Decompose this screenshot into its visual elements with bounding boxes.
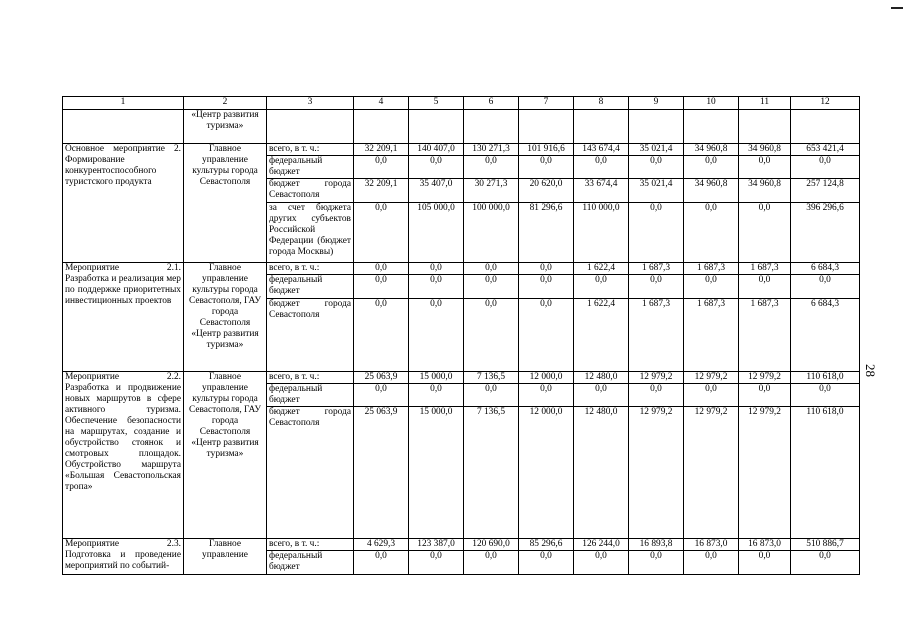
funding-source-cell: бюджет города Севастополя — [267, 299, 354, 372]
amount-cell: 0,0 — [519, 299, 574, 372]
amount-cell: 85 296,6 — [519, 539, 574, 551]
amount-cell: 0,0 — [519, 263, 574, 275]
executor-cell: Главное управление культуры города Севастополя, ГАУ города Севастополя «Центр развития туризма» — [184, 263, 267, 372]
amount-cell: 1 622,4 — [574, 263, 629, 275]
amount-cell — [409, 110, 464, 144]
amount-cell: 12 480,0 — [574, 407, 629, 539]
amount-cell: 0,0 — [574, 275, 629, 299]
funding-source-cell: федеральный бюджет — [267, 384, 354, 407]
amount-cell: 16 893,8 — [629, 539, 684, 551]
measure-name-cell: Мероприятие 2.1. Разработка и реализация мер по поддержке приоритетных инвестиционных проектов — [63, 263, 184, 372]
column-header: 9 — [629, 97, 684, 110]
executor-cell: Главное управление культуры города Севастополя, ГАУ города Севастополя «Центр развития туризма» — [184, 372, 267, 539]
executor-cell: Главное управление — [184, 539, 267, 575]
amount-cell: 35 021,4 — [629, 144, 684, 156]
amount-cell: 0,0 — [354, 384, 409, 407]
amount-cell: 0,0 — [519, 551, 574, 575]
column-header: 7 — [519, 97, 574, 110]
amount-cell: 0,0 — [464, 551, 519, 575]
column-header: 1 — [63, 97, 184, 110]
column-header: 10 — [684, 97, 739, 110]
executor-cell: «Центр развития туризма» — [184, 110, 267, 144]
column-header: 4 — [354, 97, 409, 110]
amount-cell — [684, 110, 739, 144]
amount-cell: 35 021,4 — [629, 179, 684, 203]
amount-cell: 33 674,4 — [574, 179, 629, 203]
amount-cell: 32 209,1 — [354, 144, 409, 156]
amount-cell: 0,0 — [354, 156, 409, 179]
amount-cell: 6 684,3 — [791, 263, 860, 275]
amount-cell: 0,0 — [574, 156, 629, 179]
amount-cell: 123 387,0 — [409, 539, 464, 551]
amount-cell: 0,0 — [464, 299, 519, 372]
amount-cell — [464, 110, 519, 144]
amount-cell: 0,0 — [629, 156, 684, 179]
table-row — [63, 110, 860, 144]
amount-cell: 110 000,0 — [574, 203, 629, 263]
amount-cell: 105 000,0 — [409, 203, 464, 263]
amount-cell: 7 136,5 — [464, 407, 519, 539]
amount-cell: 0,0 — [409, 156, 464, 179]
amount-cell: 81 296,6 — [519, 203, 574, 263]
amount-cell: 0,0 — [464, 384, 519, 407]
amount-cell: 0,0 — [629, 551, 684, 575]
amount-cell: 0,0 — [791, 384, 860, 407]
amount-cell: 0,0 — [354, 299, 409, 372]
amount-cell: 16 873,0 — [739, 539, 791, 551]
column-header: 8 — [574, 97, 629, 110]
budget-table — [62, 96, 860, 575]
table-row — [63, 263, 860, 275]
amount-cell: 25 063,9 — [354, 372, 409, 384]
page-number: 28 — [863, 364, 878, 377]
column-header: 2 — [184, 97, 267, 110]
amount-cell: 12 000,0 — [519, 407, 574, 539]
amount-cell — [574, 110, 629, 144]
measure-name-cell — [63, 110, 184, 144]
funding-source-cell: бюджет города Севастополя — [267, 407, 354, 539]
amount-cell: 143 674,4 — [574, 144, 629, 156]
amount-cell: 1 622,4 — [574, 299, 629, 372]
amount-cell: 12 979,2 — [629, 407, 684, 539]
amount-cell: 0,0 — [464, 156, 519, 179]
column-header: 11 — [739, 97, 791, 110]
amount-cell: 1 687,3 — [684, 299, 739, 372]
amount-cell: 0,0 — [354, 263, 409, 275]
amount-cell — [739, 110, 791, 144]
funding-source-cell: федеральный бюджет — [267, 551, 354, 575]
amount-cell: 0,0 — [684, 551, 739, 575]
amount-cell: 0,0 — [791, 156, 860, 179]
funding-source-cell: федеральный бюджет — [267, 156, 354, 179]
amount-cell: 0,0 — [519, 156, 574, 179]
amount-cell: 0,0 — [629, 384, 684, 407]
column-header: 5 — [409, 97, 464, 110]
amount-cell: 396 296,6 — [791, 203, 860, 263]
funding-source-cell: всего, в т. ч.: — [267, 539, 354, 551]
amount-cell: 34 960,8 — [684, 179, 739, 203]
amount-cell: 1 687,3 — [739, 263, 791, 275]
amount-cell: 0,0 — [409, 551, 464, 575]
amount-cell: 12 979,2 — [684, 407, 739, 539]
corner-scan-mark — [891, 7, 903, 9]
amount-cell: 120 690,0 — [464, 539, 519, 551]
amount-cell: 34 960,8 — [739, 144, 791, 156]
amount-cell: 140 407,0 — [409, 144, 464, 156]
funding-source-cell: федеральный бюджет — [267, 275, 354, 299]
funding-source-cell: за счет бюджета других субъектов Российской Федерации (бюджет города Москвы) — [267, 203, 354, 263]
amount-cell: 126 244,0 — [574, 539, 629, 551]
executor-cell: Главное управление культуры города Севастополя — [184, 144, 267, 263]
amount-cell: 0,0 — [684, 203, 739, 263]
amount-cell: 101 916,6 — [519, 144, 574, 156]
table-row — [63, 539, 860, 551]
amount-cell: 12 979,2 — [629, 372, 684, 384]
funding-source-cell — [267, 110, 354, 144]
amount-cell: 12 979,2 — [739, 407, 791, 539]
amount-cell — [629, 110, 684, 144]
table-row — [63, 372, 860, 384]
amount-cell: 20 620,0 — [519, 179, 574, 203]
amount-cell: 0,0 — [354, 551, 409, 575]
amount-cell: 12 979,2 — [739, 372, 791, 384]
amount-cell: 0,0 — [519, 275, 574, 299]
amount-cell: 0,0 — [409, 299, 464, 372]
column-header: 12 — [791, 97, 860, 110]
amount-cell: 1 687,3 — [629, 263, 684, 275]
amount-cell: 1 687,3 — [739, 299, 791, 372]
amount-cell: 0,0 — [684, 156, 739, 179]
amount-cell: 16 873,0 — [684, 539, 739, 551]
amount-cell: 0,0 — [684, 275, 739, 299]
amount-cell: 30 271,3 — [464, 179, 519, 203]
amount-cell: 0,0 — [409, 275, 464, 299]
amount-cell: 0,0 — [739, 203, 791, 263]
amount-cell: 15 000,0 — [409, 407, 464, 539]
funding-source-cell: бюджет города Севастополя — [267, 179, 354, 203]
amount-cell: 0,0 — [574, 551, 629, 575]
amount-cell: 110 618,0 — [791, 372, 860, 384]
amount-cell: 0,0 — [354, 203, 409, 263]
amount-cell: 25 063,9 — [354, 407, 409, 539]
amount-cell: 0,0 — [409, 263, 464, 275]
amount-cell: 257 124,8 — [791, 179, 860, 203]
header-row — [63, 97, 860, 110]
amount-cell: 0,0 — [684, 384, 739, 407]
amount-cell: 32 209,1 — [354, 179, 409, 203]
amount-cell: 0,0 — [739, 156, 791, 179]
amount-cell: 34 960,8 — [684, 144, 739, 156]
funding-source-cell: всего, в т. ч.: — [267, 372, 354, 384]
amount-cell: 35 407,0 — [409, 179, 464, 203]
funding-source-cell: всего, в т. ч.: — [267, 144, 354, 156]
amount-cell: 7 136,5 — [464, 372, 519, 384]
amount-cell: 100 000,0 — [464, 203, 519, 263]
measure-name-cell: Мероприятие 2.2. Разработка и продвижение новых маршрутов в сфере активного туризма. Обеспечение безопасности на маршрутах, создание и обустройство стоянок и смотровых площадок. Обустройство маршрута «Большая Севастопольская тропа» — [63, 372, 184, 539]
amount-cell — [354, 110, 409, 144]
amount-cell: 0,0 — [739, 275, 791, 299]
funding-source-cell: всего, в т. ч.: — [267, 263, 354, 275]
amount-cell: 12 480,0 — [574, 372, 629, 384]
amount-cell: 0,0 — [409, 384, 464, 407]
amount-cell: 12 000,0 — [519, 372, 574, 384]
amount-cell: 1 687,3 — [684, 263, 739, 275]
amount-cell: 0,0 — [519, 384, 574, 407]
measure-name-cell: Основное мероприятие 2. Формирование конкурентоспособного туристского продукта — [63, 144, 184, 263]
amount-cell: 510 886,7 — [791, 539, 860, 551]
amount-cell: 1 687,3 — [629, 299, 684, 372]
column-header: 6 — [464, 97, 519, 110]
amount-cell: 0,0 — [629, 275, 684, 299]
amount-cell: 110 618,0 — [791, 407, 860, 539]
amount-cell: 15 000,0 — [409, 372, 464, 384]
amount-cell: 34 960,8 — [739, 179, 791, 203]
amount-cell: 0,0 — [739, 551, 791, 575]
amount-cell: 0,0 — [739, 384, 791, 407]
amount-cell: 653 421,4 — [791, 144, 860, 156]
amount-cell: 0,0 — [791, 275, 860, 299]
table-row — [63, 144, 860, 156]
amount-cell — [791, 110, 860, 144]
amount-cell: 0,0 — [354, 275, 409, 299]
amount-cell: 0,0 — [629, 203, 684, 263]
amount-cell: 0,0 — [791, 551, 860, 575]
amount-cell: 0,0 — [464, 275, 519, 299]
amount-cell: 0,0 — [464, 263, 519, 275]
amount-cell: 4 629,3 — [354, 539, 409, 551]
amount-cell: 6 684,3 — [791, 299, 860, 372]
amount-cell: 0,0 — [574, 384, 629, 407]
amount-cell — [519, 110, 574, 144]
amount-cell: 130 271,3 — [464, 144, 519, 156]
column-header: 3 — [267, 97, 354, 110]
amount-cell: 12 979,2 — [684, 372, 739, 384]
measure-name-cell: Мероприятие 2.3. Подготовка и проведение мероприятий по событий- — [63, 539, 184, 575]
